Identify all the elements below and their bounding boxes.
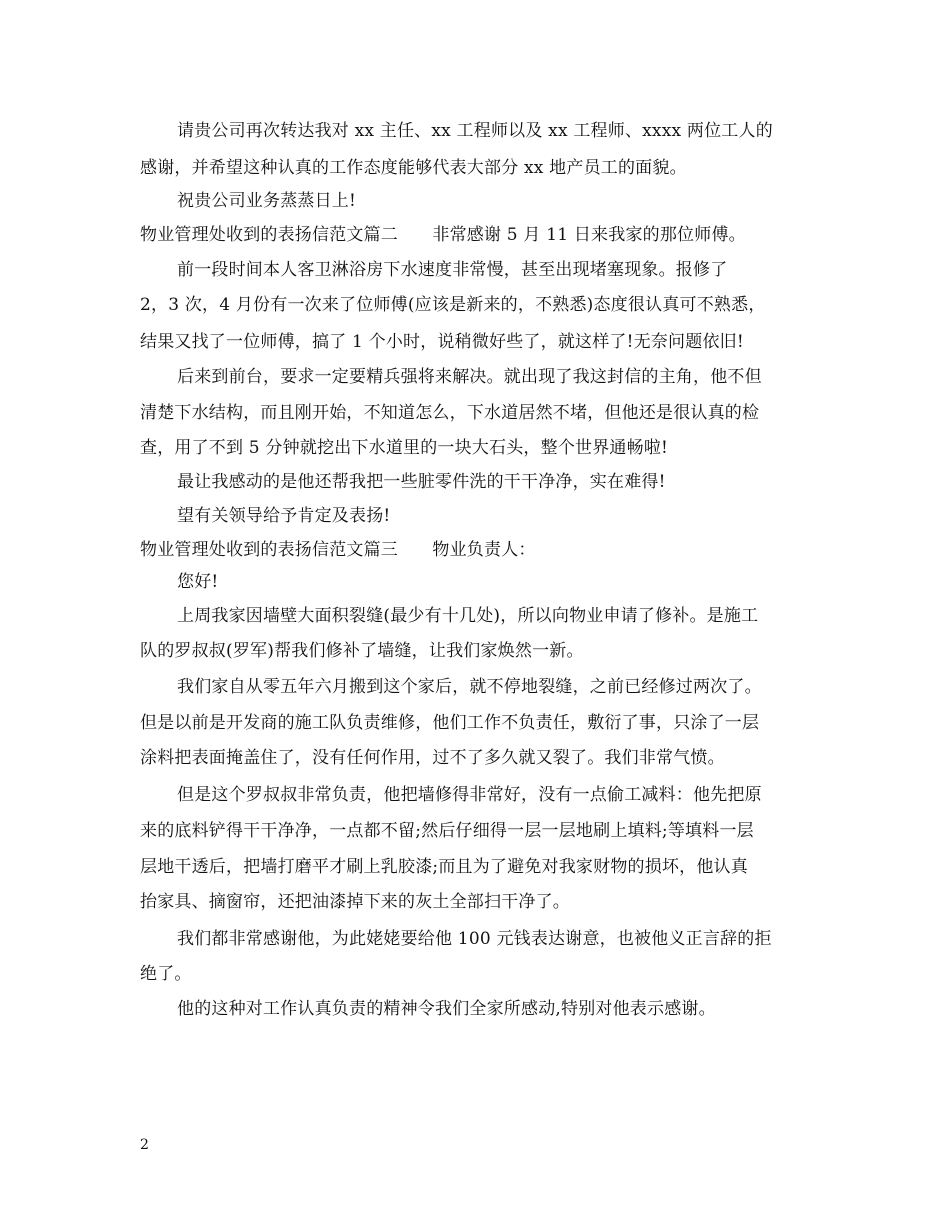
paragraph-line: 2，3 次，4 月份有一次来了位师傅(应该是新来的，不熟悉)态度很认真可不熟悉， — [140, 295, 766, 315]
paragraph-line: 他的这种对工作认真负责的精神令我们全家所感动,特别对他表示感谢。 — [177, 999, 716, 1019]
paragraph-line: 但是这个罗叔叔非常负责，他把墙修得非常好，没有一点偷工减料：他先把原 — [177, 785, 762, 805]
paragraph-line: 但是以前是开发商的施工队负责维修，他们工作不负责任，敷衍了事，只涂了一层 — [140, 713, 760, 733]
page-number: 2 — [140, 1137, 149, 1153]
paragraph-line: 绝了。 — [140, 964, 192, 984]
paragraph-line: 后来到前台，要求一定要精兵强将来解决。就出现了我这封信的主角，他不但 — [177, 367, 762, 387]
paragraph-line: 队的罗叔叔(罗军)帮我们修补了墙缝，让我们家焕然一新。 — [140, 641, 584, 661]
section-heading: 物业管理处收到的表扬信范文篇三 物业负责人： — [140, 540, 536, 560]
paragraph-line: 清楚下水结构，而且刚开始，不知道怎么，下水道居然不堵，但他还是很认真的检 — [140, 403, 760, 423]
section-heading: 物业管理处收到的表扬信范文篇二 非常感谢 5 月 11 日来我家的那位师傅。 — [140, 225, 746, 245]
paragraph-line: 最让我感动的是他还帮我把一些脏零件洗的干干净净，实在难得! — [177, 472, 666, 492]
paragraph-line: 请贵公司再次转达我对 xx 主任、xx 工程师以及 xx 工程师、xxxx 两位工人的 — [177, 121, 773, 141]
paragraph-line: 来的底料铲得干干净净，一点都不留;然后仔细得一层一层地刷上填料;等填料一层 — [140, 821, 754, 841]
paragraph-line: 感谢，并希望这种认真的工作态度能够代表大部分 xx 地产员工的面貌。 — [140, 158, 687, 178]
paragraph-line: 查，用了不到 5 分钟就挖出下水道里的一块大石头，整个世界通畅啦! — [140, 438, 669, 458]
paragraph-line: 上周我家因墙壁大面积裂缝(最少有十几处)，所以向物业申请了修补。是施工 — [177, 606, 759, 626]
paragraph-line: 我们家自从零五年六月搬到这个家后，就不停地裂缝，之前已经修过两次了。 — [177, 677, 762, 697]
paragraph-line: 结果又找了一位师傅，搞了 1 个小时，说稍微好些了，就这样了!无奈问题依旧! — [140, 332, 744, 352]
paragraph-line: 我们都非常感谢他，为此姥姥要给他 100 元钱表达谢意，也被他义正言辞的拒 — [177, 929, 772, 949]
paragraph-line: 抬家具、摘窗帘，还把油漆掉下来的灰土全部扫干净了。 — [140, 892, 570, 912]
paragraph-line: 您好! — [177, 572, 219, 592]
paragraph-line: 前一段时间本人客卫淋浴房下水速度非常慢，甚至出现堵塞现象。报修了 — [177, 260, 728, 280]
paragraph-line: 涂料把表面掩盖住了，没有任何作用，过不了多久就又裂了。我们非常气愤。 — [140, 748, 725, 768]
paragraph-line: 祝贵公司业务蒸蒸日上! — [177, 191, 357, 211]
paragraph-line: 层地干透后，把墙打磨平才刷上乳胶漆;而且为了避免对我家财物的损坏，他认真 — [140, 857, 748, 877]
paragraph-line: 望有关领导给予肯定及表扬! — [177, 506, 391, 526]
